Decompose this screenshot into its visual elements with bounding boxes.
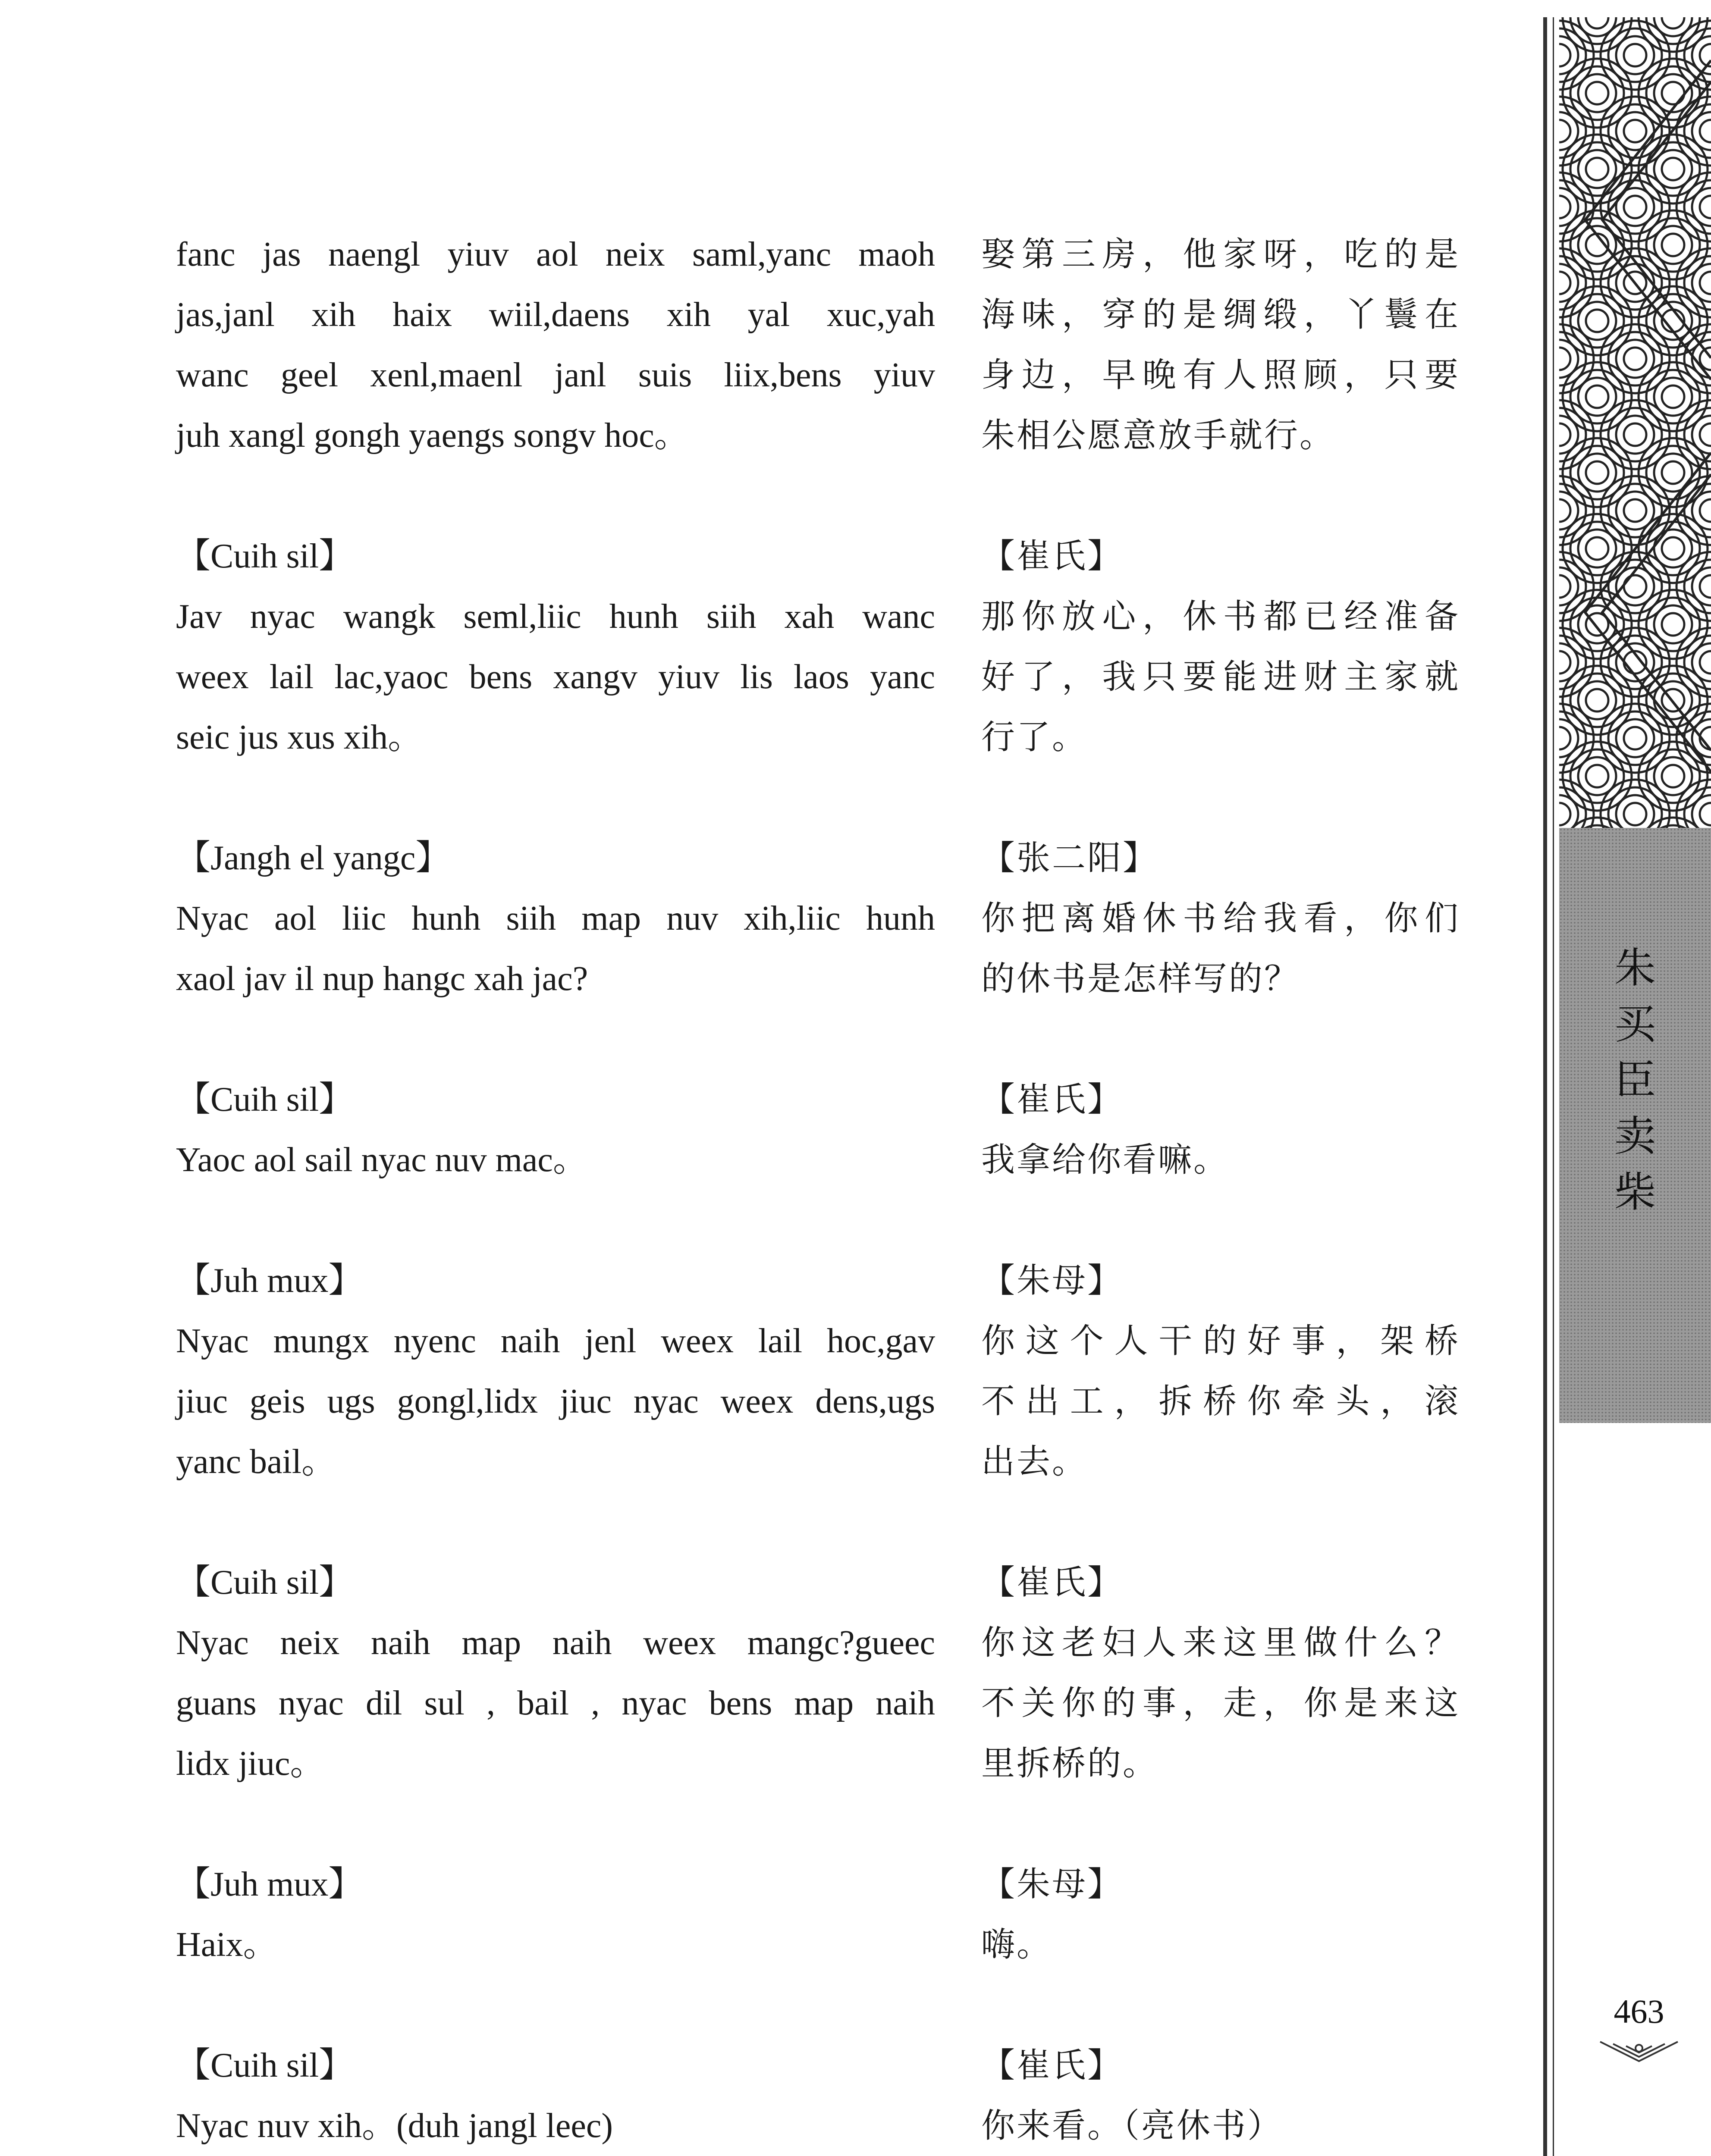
text-line: 你把离婚休书给我看，你们 bbox=[981, 899, 1460, 938]
text-line: 出去。 bbox=[981, 1442, 1088, 1481]
text-line: wanc geel xenl,maenl janl suis liix,bens yiuv bbox=[176, 356, 935, 394]
text-line: Nyac neix naih map naih weex mangc?gueec bbox=[176, 1624, 935, 1662]
text-line: 朱相公愿意放手就行。 bbox=[981, 416, 1335, 455]
cloud-pattern-ornament bbox=[1559, 17, 1711, 828]
text-line: 里拆桥的。 bbox=[981, 1744, 1158, 1783]
text-line: lidx jiuc。 bbox=[176, 1745, 325, 1783]
text-line: 娶第三房，他家呀，吃的是 bbox=[981, 235, 1460, 274]
dialogue-block bbox=[176, 1854, 935, 1975]
title-char: 卖 bbox=[1614, 1112, 1656, 1160]
block-gap bbox=[981, 466, 1460, 526]
text-line: Nyac aol liic hunh siih map nuv xih,liic hunh bbox=[176, 899, 935, 937]
text-line: Haix。 bbox=[176, 1926, 278, 1964]
speaker-label: 【Cuih sil】 bbox=[176, 537, 354, 575]
text-line: Nyac nuv xih。(duh jangl leec) bbox=[176, 2107, 613, 2145]
text-line: 我拿给你看嘛。 bbox=[981, 1141, 1229, 1179]
text-line: juh xangl gongh yaengs songv hoc。 bbox=[176, 417, 689, 454]
text-line: Nyac mungx nyenc naih jenl weex lail hoc,gav bbox=[176, 1322, 935, 1360]
speaker-label: 【崔氏】 bbox=[981, 1563, 1123, 1602]
text-line: 不关你的事，走，你是来这 bbox=[981, 1684, 1460, 1723]
title-char: 臣 bbox=[1614, 1056, 1656, 1104]
block-gap bbox=[176, 1190, 935, 1250]
text-line: 的休书是怎样写的？ bbox=[981, 959, 1300, 998]
speaker-label: 【Jangh el yangc】 bbox=[176, 839, 450, 877]
text-line: 好了，我只要能进财主家就 bbox=[981, 658, 1460, 696]
dialogue-block bbox=[981, 2035, 1460, 2156]
pinyin-column bbox=[176, 224, 935, 2156]
text-line: yanc bail。 bbox=[176, 1443, 336, 1481]
block-gap bbox=[981, 768, 1460, 828]
dialogue-block bbox=[981, 1250, 1460, 1492]
speaker-label: 【Cuih sil】 bbox=[176, 2046, 354, 2084]
speaker-label: 【张二阳】 bbox=[981, 839, 1158, 877]
dialogue-block bbox=[176, 2035, 935, 2156]
block-gap bbox=[176, 1975, 935, 2035]
dialogue-block bbox=[176, 1552, 935, 1794]
text-line: 你来看。（亮休书） bbox=[981, 2106, 1283, 2145]
title-char: 朱 bbox=[1614, 944, 1656, 992]
speaker-label: 【朱母】 bbox=[981, 1261, 1123, 1300]
dialogue-block bbox=[176, 224, 935, 466]
vertical-book-title bbox=[1559, 940, 1711, 1220]
block-gap bbox=[981, 1190, 1460, 1250]
text-line: 海味，穿的是绸缎，丫鬟在 bbox=[981, 295, 1460, 334]
speaker-label: 【朱母】 bbox=[981, 1865, 1123, 1904]
chinese-column bbox=[981, 224, 1460, 2156]
text-line: guans nyac dil sul , bail , nyac bens map naih bbox=[176, 1684, 935, 1722]
text-line: 那你放心，休书都已经准备 bbox=[981, 597, 1460, 636]
text-line: weex lail lac,yaoc bens xangv yiuv lis laos yanc bbox=[176, 658, 935, 696]
text-line: fanc jas naengl yiuv aol neix saml,yanc maoh bbox=[176, 235, 935, 273]
text-line: Jav nyac wangk seml,liic hunh siih xah wanc bbox=[176, 598, 935, 636]
dialogue-block bbox=[176, 526, 935, 768]
dialogue-block bbox=[981, 1069, 1460, 1190]
text-line: 不出工，拆桥你牵头，滚 bbox=[981, 1382, 1460, 1421]
text-line: 行了。 bbox=[981, 718, 1088, 757]
margin-rule-thin bbox=[1553, 17, 1554, 2156]
margin-rule bbox=[1543, 17, 1547, 2156]
block-gap bbox=[981, 1009, 1460, 1069]
dialogue-block bbox=[176, 1069, 935, 1190]
text-line: 你这老妇人来这里做什么？ bbox=[981, 1623, 1460, 1662]
text-line: 嗨。 bbox=[981, 1925, 1052, 1964]
title-char: 买 bbox=[1614, 1000, 1656, 1048]
page-number-ornament bbox=[1596, 2035, 1682, 2068]
speaker-label: 【崔氏】 bbox=[981, 2046, 1123, 2085]
text-line: 身边，早晚有人照顾，只要 bbox=[981, 356, 1460, 395]
speaker-label: 【Cuih sil】 bbox=[176, 1081, 354, 1119]
text-line: Yaoc aol sail nyac nuv mac。 bbox=[176, 1141, 587, 1179]
block-gap bbox=[981, 1492, 1460, 1552]
text-line: xaol jav il nup hangc xah jac? bbox=[176, 960, 588, 998]
title-char: 柴 bbox=[1614, 1168, 1656, 1216]
dialogue-block bbox=[981, 1552, 1460, 1794]
block-gap bbox=[981, 1975, 1460, 2035]
dialogue-block bbox=[176, 828, 935, 1009]
page-number: 463 bbox=[1614, 1993, 1664, 2030]
dialogue-block bbox=[981, 1854, 1460, 1975]
speaker-label: 【崔氏】 bbox=[981, 1080, 1123, 1119]
block-gap bbox=[176, 1009, 935, 1069]
speaker-label: 【Juh mux】 bbox=[176, 1865, 363, 1903]
dialogue-block bbox=[981, 526, 1460, 768]
dialogue-block bbox=[176, 1250, 935, 1492]
speaker-label: 【Juh mux】 bbox=[176, 1262, 363, 1300]
speaker-label: 【崔氏】 bbox=[981, 537, 1123, 576]
block-gap bbox=[176, 1794, 935, 1854]
speaker-label: 【Cuih sil】 bbox=[176, 1564, 354, 1601]
title-band bbox=[1559, 828, 1711, 1423]
block-gap bbox=[176, 466, 935, 526]
text-line: 你这个人干的好事，架桥 bbox=[981, 1322, 1460, 1360]
dialogue-block bbox=[981, 224, 1460, 466]
block-gap bbox=[176, 768, 935, 828]
dialogue-block bbox=[981, 828, 1460, 1009]
block-gap bbox=[981, 1794, 1460, 1854]
text-line: jiuc geis ugs gongl,lidx jiuc nyac weex dens,ugs bbox=[176, 1382, 935, 1420]
text-line: seic jus xus xih。 bbox=[176, 718, 423, 756]
block-gap bbox=[176, 1492, 935, 1552]
text-line: jas,janl xih haix wiil,daens xih yal xuc,yah bbox=[176, 296, 935, 334]
